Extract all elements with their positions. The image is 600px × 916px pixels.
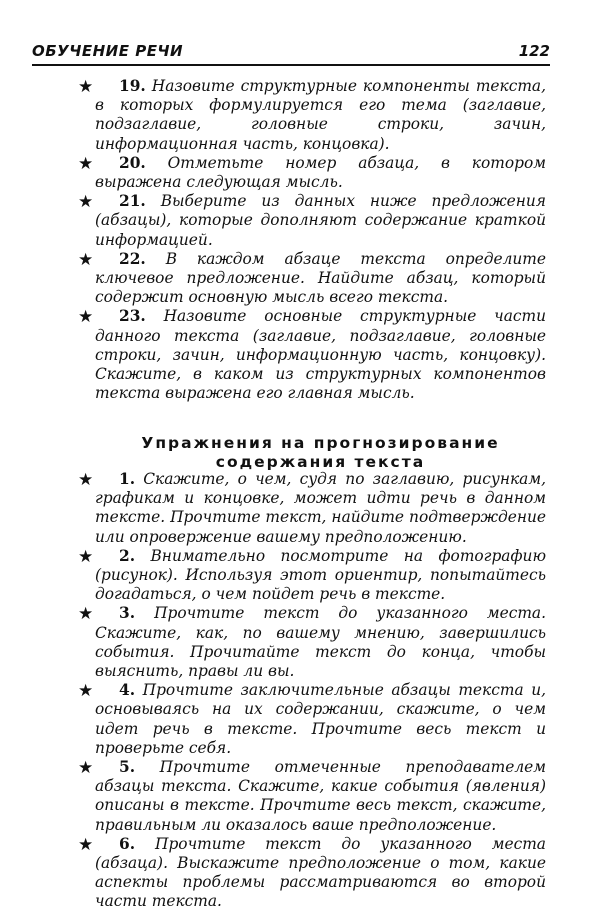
page-number: 122 xyxy=(518,42,550,60)
exercise-number: 20. xyxy=(119,153,146,172)
exercise-item xyxy=(0,681,600,758)
exercise-number: 21. xyxy=(119,192,146,211)
star-icon: ★ xyxy=(78,249,94,270)
exercise-item xyxy=(0,470,600,547)
star-icon: ★ xyxy=(78,681,94,702)
running-head xyxy=(32,38,550,60)
exercise-text: Скажите, о чем, судя по заглавию, рисункам, графикам и концовке, может идти речь в данном тексте. Прочтите текст, найдите подтверждение или опровержение вашему предположению. xyxy=(95,470,546,546)
section-heading-line-2: содержания текста xyxy=(215,452,426,471)
exercise-item xyxy=(0,250,600,308)
section-heading-line-1: Упражнения на прогнозирование xyxy=(141,433,500,452)
exercise-list-prediction xyxy=(0,470,600,912)
exercise-text: Прочтите отмеченные преподавателем абзацы текста. Скажите, какие события (явления) описаны в тексте. Прочтите весь текст, скажите, правильным ли оказалось ваше предположение. xyxy=(95,758,546,834)
exercise-text: Отметьте номер абзаца, в котором выражена следующая мысль. xyxy=(95,153,546,192)
header-rule xyxy=(32,64,550,66)
exercise-number: 1. xyxy=(119,470,136,488)
exercise-text: Назовите структурные компоненты текста, в которых формулируется его тема (заглавие, подзаглавие, головные строки, зачин, информационная часть, концовка). xyxy=(95,77,546,153)
star-icon: ★ xyxy=(78,470,94,490)
exercise-number: 22. xyxy=(119,249,146,268)
star-icon: ★ xyxy=(78,546,94,567)
exercise-list-structure xyxy=(0,77,600,403)
star-icon: ★ xyxy=(78,834,94,855)
exercise-text: Прочтите текст до указанного места (абзаца). Выскажите предположение о том, какие аспекты проблемы рассматриваются во второй части текста. xyxy=(95,834,546,911)
exercise-item xyxy=(0,307,600,403)
section-heading xyxy=(95,434,546,472)
exercise-item xyxy=(0,77,600,154)
exercise-item xyxy=(0,835,600,912)
star-icon: ★ xyxy=(78,307,94,328)
exercise-text: Прочтите заключительные абзацы текста и, основываясь на их содержании, скажите, о чем идет речь в тексте. Прочтите весь текст и проверьте себя. xyxy=(95,681,546,757)
exercise-text: Назовите основные структурные части данного текста (заглавие, подзаглавие, головные строки, зачин, информационную часть, концовку). Скажите, в каком из структурных компонентов текста выражена его главная мысль. xyxy=(95,307,546,403)
exercise-number: 3. xyxy=(119,604,136,623)
exercise-number: 19. xyxy=(119,77,146,95)
exercise-text: Прочтите текст до указанного места. Скажите, как, по вашему мнению, завершились события. Прочитайте текст до конца, чтобы выяснить, правы ли вы. xyxy=(95,604,546,681)
star-icon: ★ xyxy=(78,192,94,213)
exercise-number: 4. xyxy=(119,681,136,700)
exercise-text: В каждом абзаце текста определите ключевое предложение. Найдите абзац, который содержит основную мысль всего текста. xyxy=(95,249,546,307)
exercise-item xyxy=(0,758,600,835)
exercise-text: Выберите из данных ниже предложения (абзацы), которые дополняют содержание краткой информацией. xyxy=(95,192,546,249)
exercise-item xyxy=(0,547,600,605)
star-icon: ★ xyxy=(78,77,94,97)
exercise-item xyxy=(0,604,600,681)
exercise-text: Внимательно посмотрите на фотографию (рисунок). Используя этот ориентир, попытайтесь догадаться, о чем пойдет речь в тексте. xyxy=(95,546,546,604)
exercise-number: 23. xyxy=(119,307,146,326)
exercise-item xyxy=(0,192,600,250)
exercise-number: 6. xyxy=(119,834,136,853)
running-head-title: ОБУЧЕНИЕ РЕЧИ xyxy=(32,42,184,60)
star-icon: ★ xyxy=(78,758,94,779)
exercise-item xyxy=(0,154,600,192)
exercise-number: 2. xyxy=(119,546,136,565)
star-icon: ★ xyxy=(78,604,94,625)
exercise-number: 5. xyxy=(119,758,136,777)
star-icon: ★ xyxy=(78,153,94,174)
